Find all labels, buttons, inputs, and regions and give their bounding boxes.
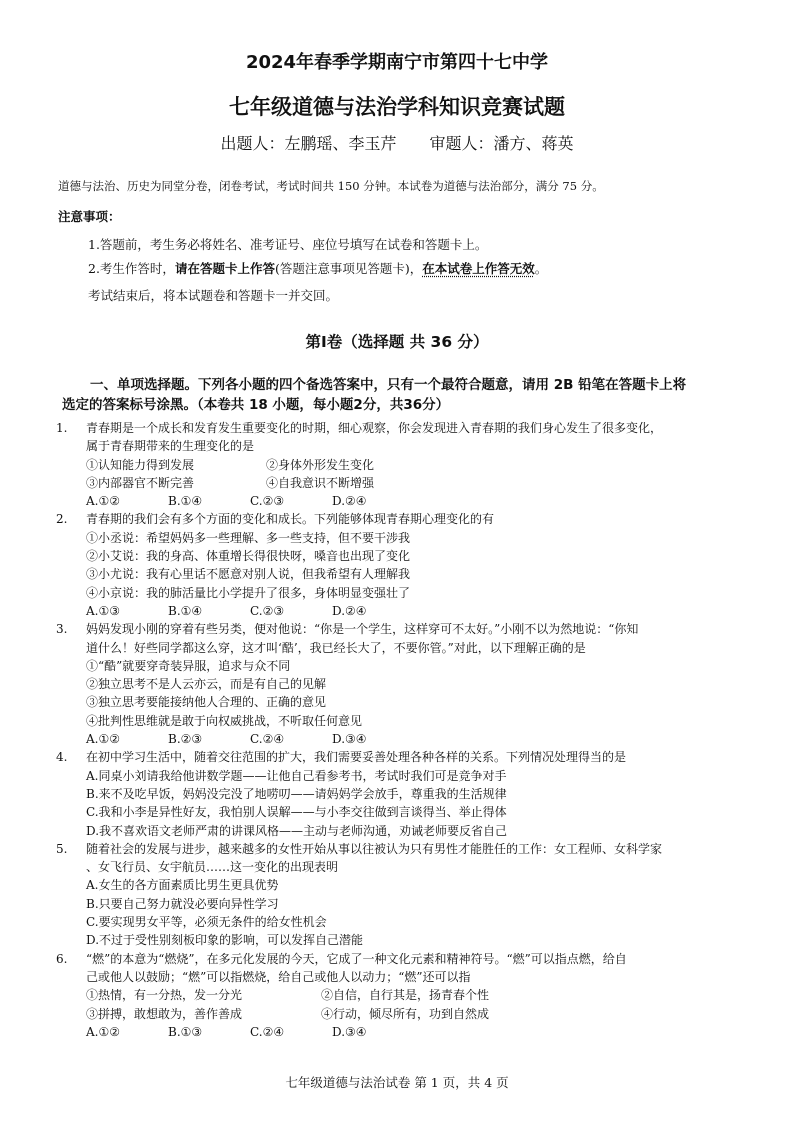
statement-item: ②小艾说：我的身高、体重增长得很快呀，嗓音也出现了变化 [86,549,411,564]
question-stem-line: 己或他人以鼓励；“燃”可以指燃烧，给自己或他人以动力；“燃”还可以指 [86,969,471,984]
section-instructions [62,375,752,415]
answer-choices [86,492,756,510]
question-stem-line: 随着社会的发展与进步，越来越多的女性开始从事以往被认为只有男性才能胜任的工作：女工程师、女科学家 [86,841,663,856]
answer-choice: A.①③ [86,603,120,618]
authors-line [0,131,794,154]
question-stem-line: 道什么！好些同学都这么穿，这才叫‘酷’，我已经长大了，不要你管。”对此，以下理解正确的是 [86,640,586,655]
answer-option: C.我和小李是异性好友，我怕别人误解——与小李交往做到言谈得当、举止得体 [86,805,507,820]
notice-item-2-b: 请在答题卡上作答 [174,261,275,276]
notice-item-2-a: 2.考生作答时， [88,261,175,276]
notice-heading: 注意事项： [58,209,121,224]
question-5 [56,840,756,950]
section-instr-line-2: 选定的答案标号涂黑。（本卷共 18 小题，每小题2分，共36分） [62,397,450,413]
answer-choice: B.②③ [168,732,203,747]
answer-option: B.来不及吃早饭，妈妈没完没了地唠叨——请妈妈学会放手，尊重我的生活规律 [86,786,507,801]
notice-item-2 [88,259,547,277]
setters: 出题人：左鹏瑶、李玉芹 [220,134,397,153]
notice-item-3: 考试结束后，将本试题卷和答题卡一并交回。 [88,288,339,303]
question-stem-line: 、女飞行员、女宇航员……这一变化的出现表明 [86,860,339,875]
statement-row [86,1005,756,1023]
question-stem-line: 青春期是一个成长和发育发生重要变化的时期，细心观察，你会发现进入青春期的我们身心发生了很多变化， [86,421,663,435]
question-number: 5. [56,841,68,856]
answer-choice: C.②③ [250,494,285,509]
statement-row [86,456,756,474]
statement-item: ④批判性思维就是敢于向权威挑战，不听取任何意见 [86,713,363,728]
answer-option: A.同桌小刘请我给他讲数学题——让他自己看参考书，考试时我们可是竞争对手 [86,768,507,783]
answer-choice: A.①② [86,1024,120,1039]
answer-choice: B.①④ [168,603,203,618]
question-stem-line: 妈妈发现小刚的穿着有些另类，便对他说：“你是一个学生，这样穿可不太好。”小刚不以为然地说：“你知 [86,622,639,637]
answer-choice: C.②④ [250,732,285,747]
answer-option: D.我不喜欢语文老师严肃的讲课风格——主动与老师沟通，劝诫老师要反省自己 [86,823,508,838]
question-stem-line: 青春期的我们会有多个方面的变化和成长。下列能够体现青春期心理变化的有 [86,512,495,527]
statement-item: ①小丞说：希望妈妈多一些理解、多一些支持，但不要干涉我 [86,530,411,545]
statement-item: ③独立思考要能接纳他人合理的、正确的意见 [86,695,327,710]
notice-item-1: 1.答题前，考生务必将姓名、准考证号、座位号填写在试卷和答题卡上。 [88,237,488,252]
section-instr-line-1: 一、单项选择题。下列各小题的四个备选答案中，只有一个最符合题意，请用 2B 铅笔在答题卡上将 [90,377,687,393]
statement-row [86,474,756,492]
answer-choice: D.②④ [332,494,367,509]
statement-item: ③内部器官不断完善 [86,475,195,490]
question-4 [56,748,756,839]
statement-item: ④行动，倾尽所有，功到自然成 [321,1006,490,1021]
exam-intro: 道德与法治、历史为同堂分卷，闭卷考试，考试时间共 150 分钟。本试卷为道德与法治部分，满分 75 分。 [58,179,604,193]
statement-item: ①热情，有一分热，发一分光 [86,988,243,1003]
question-number: 3. [56,622,68,637]
answer-choices [86,602,756,620]
page-footer: 七年级道德与法治试卷 第 1 页，共 4 页 [285,1075,509,1090]
answer-option: D.不过于受性别刻板印象的影响，可以发挥自己潜能 [86,933,364,948]
statement-item: ③拼搏，敢想敢为，善作善成 [86,1006,243,1021]
statement-item: ④自我意识不断增强 [266,475,375,490]
answer-choice: B.①③ [168,1024,203,1039]
statement-item: ①认知能力得到发展 [86,457,195,472]
answer-choice: B.①④ [168,494,203,509]
section-title: 第Ⅰ卷（选择题 共 36 分） [305,333,489,351]
answer-choice: D.③④ [332,1024,367,1039]
statement-item: ②自信，自行其是，扬青春个性 [321,988,490,1003]
question-2 [56,510,756,620]
question-number: 1. [56,421,68,435]
answer-choices [86,730,756,748]
question-stem-line: 属于青春期带来的生理变化的是 [86,439,255,454]
notice-item-2-c: (答题注意事项见答题卡)， [274,261,423,276]
question-number: 4. [56,750,68,765]
answer-choice: D.③④ [332,732,367,747]
reviewers: 审题人：潘方、蒋英 [429,134,574,153]
answer-option: B.只要自己努力就没必要向异性学习 [86,896,279,911]
statement-item: ①“酷”就要穿奇装异服，追求与众不同 [86,658,291,673]
statement-item: ③小尤说：我有心里话不愿意对别人说，但我希望有人理解我 [86,567,411,582]
exam-title-school: 2024年春季学期南宁市第四十七中学 [245,52,549,73]
answer-choice: A.①② [86,494,120,509]
answer-choice: A.①② [86,732,120,747]
question-3 [56,620,756,748]
statement-item: ②独立思考不是人云亦云，而是有自己的见解 [86,677,327,692]
statement-row [86,986,756,1004]
question-number: 2. [56,512,68,527]
question-1 [56,419,756,510]
answer-choice: C.②④ [250,1024,285,1039]
answer-option: A.女生的各方面素质比男生更具优势 [86,878,279,893]
answer-choice: C.②③ [250,603,285,618]
question-list [56,419,756,1041]
question-stem-line: “燃”的本意为“燃烧”，在多元化发展的今天，它成了一种文化元素和精神符号。“燃”可以指点燃，给自 [86,951,627,966]
statement-item: ④小京说：我的肺活量比小学提升了很多，身体明显变强壮了 [86,585,411,600]
answer-choice: D.②④ [332,603,367,618]
answer-option: C.要实现男女平等，必须无条件的给女性机会 [86,915,327,930]
exam-title-subject: 七年级道德与法治学科知识竞赛试题 [229,95,565,119]
notice-item-2-e: 。 [534,261,548,276]
question-number: 6. [56,951,68,966]
notice-item-2-d: 在本试卷上作答无效 [422,261,535,276]
question-6 [56,950,756,1041]
question-stem-line: 在初中学习生活中，随着交往范围的扩大，我们需要妥善处理各种各样的关系。下列情况处理得当的是 [86,750,627,765]
statement-item: ②身体外形发生变化 [266,457,375,472]
answer-choices [86,1023,756,1041]
